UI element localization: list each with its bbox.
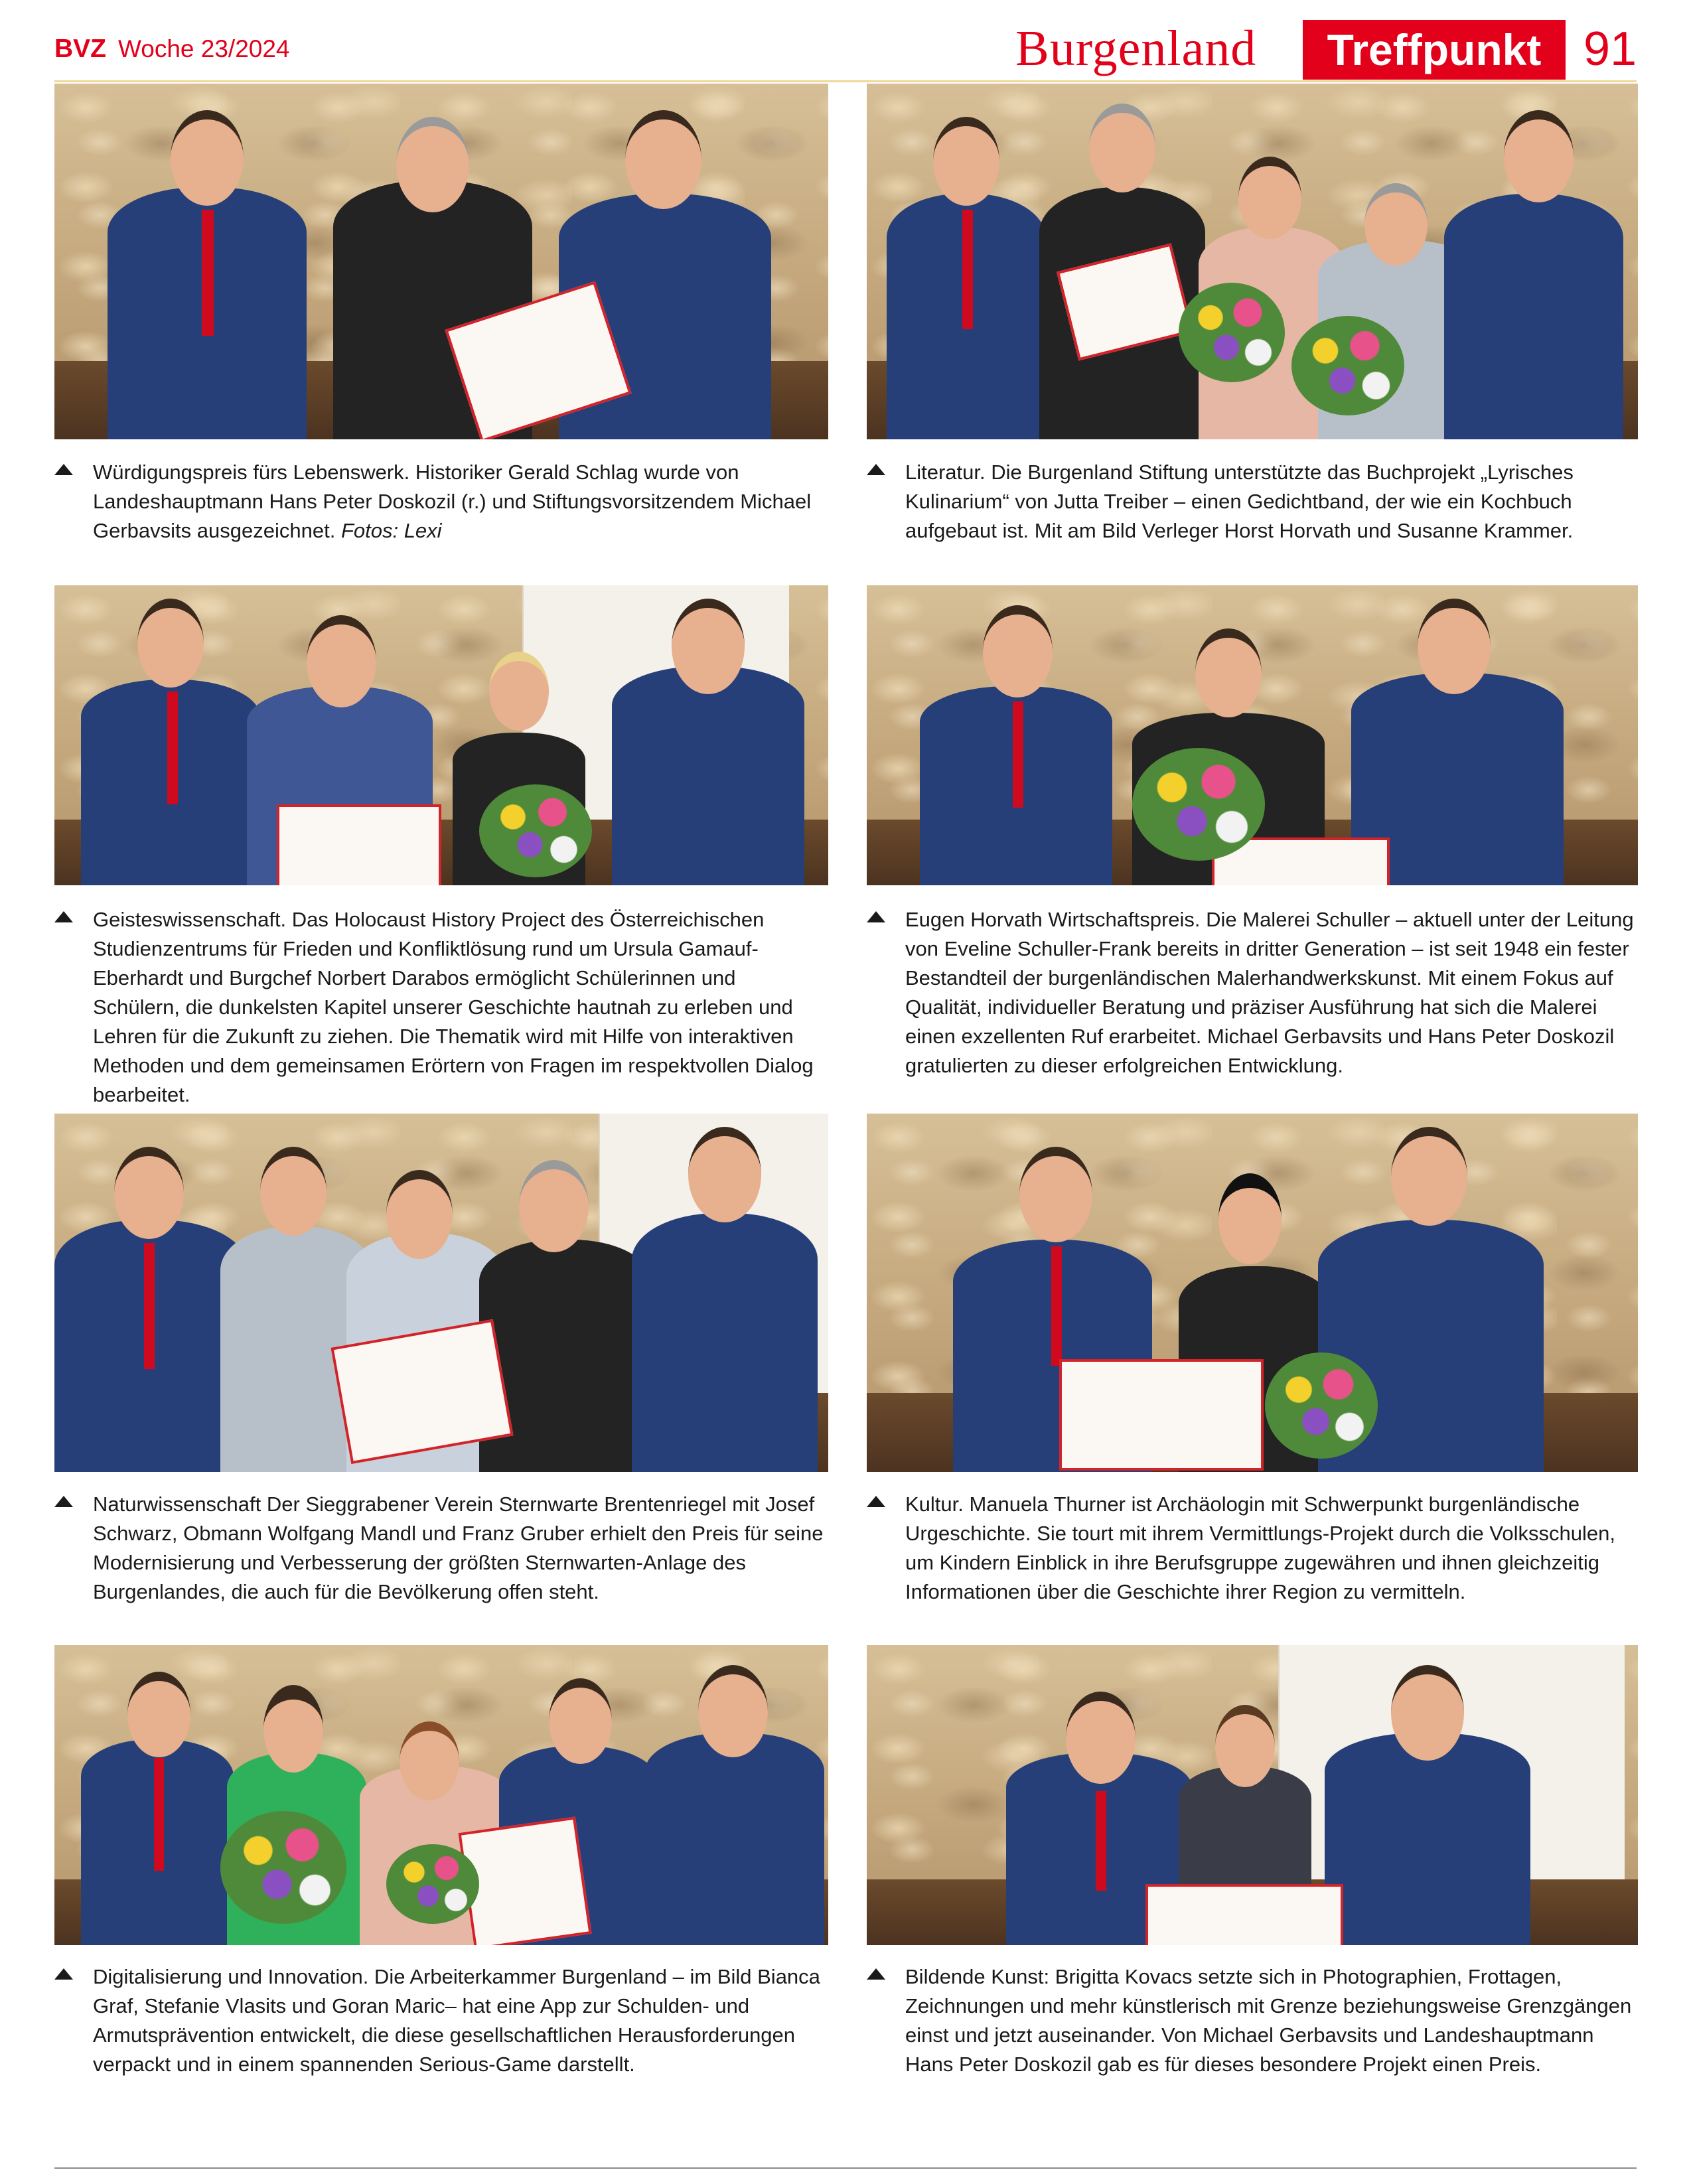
flower-bouquet [479,784,592,877]
footer-divider [54,2167,1637,2169]
person-head [1504,110,1574,202]
person-head [400,1721,459,1800]
photo-lebenswerk [54,84,828,439]
caption-literatur [867,458,1638,546]
caption-text: Würdigungspreis fürs Lebenswerk. Historiker Gerald Schlag wurde von Landeshauptmann Hans Peter Doskozil (r.) und Stiftungsvorsitzendem Michael Gerbavsits ausgezeichnet. [93,461,812,542]
caption-text: Digitalisierung und Innovation. Die Arbeiterkammer Burgenland – im Bild Bianca Graf, Stefanie Vlasits und Goran Maric– hat eine App zur Schulden- und Armutsprävention entwickelt, die diese gesellschaftlichen Herausforderungen verpackt und in einem spannenden Serious-Game darstellt. [93,1965,820,2076]
person-head [1215,1705,1275,1787]
person-head [396,117,469,212]
person-figure [479,1240,652,1472]
caption-text: Bildende Kunst: Brigitta Kovacs setzte sich in Photographien, Frottagen, Zeichnungen und mehr künstlerisch mit Grenze beziehungsweise Grenzgängen einst und jetzt auseinander. Von Michael Gerbavsits und Landeshauptmann Hans Peter Doskozil gab es für dieses besondere Projekt einen Preis. [905,1965,1632,2076]
caption-text: Literatur. Die Burgenland Stiftung unterstützte das Buchprojekt „Lyrisches Kulinarium“ von Jutta Treiber – einen Gedichtband, der wie ein Kochbuch aufgebaut ist. Mit am Bild Verleger Horst Horvath und Susanne Krammer. [905,461,1574,542]
caption-bildende-kunst [867,1962,1638,2079]
person-head [386,1170,453,1259]
person-head [114,1147,184,1239]
brand-logo: BVZ [54,35,106,63]
person-head [307,615,376,707]
person-head [1391,1665,1464,1761]
person-head [519,1160,589,1252]
caption-lebenswerk [54,458,828,546]
page-header [0,0,1689,81]
red-tie [1051,1246,1062,1366]
red-tie [144,1243,155,1369]
caption-geisteswissenschaft [54,905,828,1110]
photo-wirtschaftspreis [867,585,1638,885]
person-head [625,110,701,209]
photo-kultur [867,1114,1638,1472]
flower-bouquet [1265,1352,1378,1459]
caption-wirtschaftspreis [867,905,1638,1080]
photo-bildende-kunst [867,1645,1638,1945]
person-head [489,652,549,731]
person-figure [632,1213,818,1472]
person-head [137,599,204,688]
flower-bouquet [1132,748,1265,861]
photo-digitalisierung [54,1645,828,1945]
person-head [1418,599,1491,694]
region-title: Burgenland [1015,21,1257,76]
photo-naturwissenschaft [54,1114,828,1472]
caption-triangle-icon [54,1968,73,1980]
caption-triangle-icon [867,1968,885,1980]
red-tie [167,692,178,804]
person-figure [1325,1733,1530,1945]
award-certificate [277,804,441,885]
person-figure [1444,194,1623,439]
red-tie [1013,701,1023,808]
section-badge: Treffpunkt [1303,20,1566,80]
caption-naturwissenschaft [54,1490,828,1607]
flower-bouquet [386,1844,479,1924]
caption-digitalisierung [54,1962,828,2079]
photo-geisteswissenschaft [54,585,828,885]
page-number: 91 [1583,23,1637,76]
caption-triangle-icon [54,1496,73,1507]
person-head [1218,1173,1282,1264]
person-head [549,1678,612,1764]
person-head [1066,1692,1136,1784]
person-head [672,599,745,694]
person-figure [645,1733,824,1945]
person-head [1238,157,1301,239]
person-head [127,1672,190,1757]
caption-triangle-icon [867,464,885,475]
red-tie [202,210,214,336]
person-head [260,1147,327,1236]
person-head [983,605,1053,697]
caption-text: Naturwissenschaft Der Sieggrabener Verein Sternwarte Brentenriegel mit Josef Schwarz, Obmann Wolfgang Mandl und Franz Gruber erhielt den Preis für seine Modernisierung und Verbesserung der größten Sternwarten-Anlage des Burgenlandes, die auch für die Bevölkerung offen steht. [93,1492,824,1603]
flower-bouquet [220,1811,346,1924]
person-head [688,1127,761,1222]
person-figure [612,666,804,885]
photo-literatur [867,84,1638,439]
issue-week: Woche 23/2024 [118,35,290,62]
person-head [933,117,999,206]
person-head [263,1685,323,1773]
person-head [1364,183,1428,265]
photo-credit: Fotos: Lexi [340,519,442,542]
person-head [1195,628,1262,717]
person-head [1089,104,1155,192]
red-tie [1096,1791,1106,1891]
caption-triangle-icon [54,464,73,475]
person-head [1019,1147,1092,1242]
flower-bouquet [1291,316,1404,415]
person-head [171,110,244,206]
award-certificate [1145,1884,1343,1945]
caption-triangle-icon [867,1496,885,1507]
caption-text: Eugen Horvath Wirtschaftspreis. Die Malerei Schuller – aktuell unter der Leitung von Eveline Schuller-Frank bereits in dritter Generation – ist seit 1948 ein fester Bestandteil der burgenländischen Malerhandwerkskunst. Mit einem Fokus auf Qualität, individueller Beratung und präziser Ausführung hat sich die Malerei einen exzellenten Ruf erarbeitet. Michael Gerbavsits und Hans Peter Doskozil gratulierten zu dieser erfolgreichen Entwicklung. [905,908,1634,1077]
red-tie [962,210,973,329]
caption-text: Kultur. Manuela Thurner ist Archäologin mit Schwerpunkt burgenländische Urgeschichte. Sie tourt mit ihrem Vermittlungs-Projekt durch die Volksschulen, um Kindern Einblick in ihre Berufsgruppe zugewähren und ihnen gleichzeitig Informationen über die Geschichte ihrer Region zu vermitteln. [905,1492,1615,1603]
award-certificate [1059,1359,1264,1471]
caption-text: Geisteswissenschaft. Das Holocaust History Project des Österreichischen Studienzentrums für Frieden und Konfliktlösung rund um Ursula Gamauf-Eberhardt und Burgchef Norbert Darabos ermöglicht Schülerinnen und Schülern, die dunkelsten Kapitel unserer Geschichte hautnah zu erleben und Lehren für die Zukunft zu ziehen. Die Thematik wird mit Hilfe von interaktiven Methoden und dem gemeinsamen Erörtern von Fragen im respektvollen Dialog bearbeitet. [93,908,814,1106]
red-tie [154,1758,164,1871]
person-head [698,1665,768,1757]
header-divider [54,80,1637,82]
caption-triangle-icon [54,911,73,922]
flower-bouquet [1179,283,1285,382]
caption-triangle-icon [867,911,885,922]
person-head [1391,1127,1467,1226]
caption-kultur [867,1490,1638,1607]
